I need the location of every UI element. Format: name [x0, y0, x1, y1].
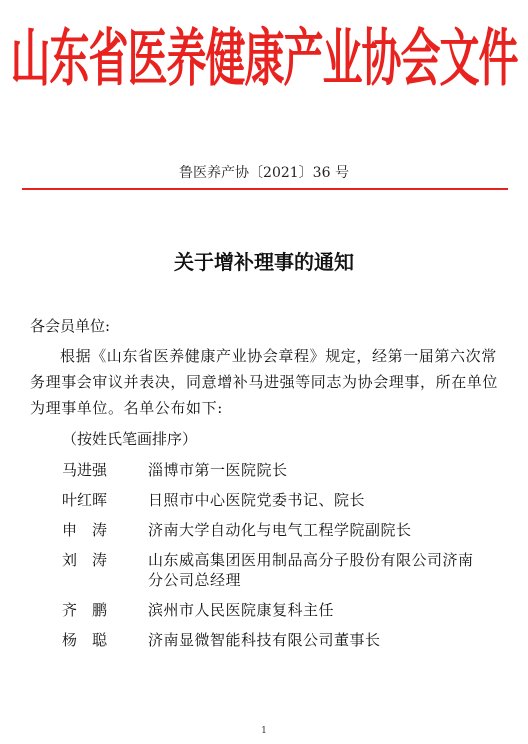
member-name: 申 涛: [62, 521, 108, 539]
list-item: [62, 490, 502, 510]
member-name: 马进强: [62, 461, 108, 479]
member-name: 刘 涛: [62, 551, 108, 569]
list-item: [62, 460, 502, 480]
red-divider-line: [22, 188, 508, 190]
list-item: [62, 600, 502, 620]
member-position: 淄博市第一医院院长: [148, 461, 288, 479]
list-item: [62, 520, 502, 540]
member-position: 山东威高集团医用制品高分子股份有限公司济南分公司总经理: [148, 551, 474, 589]
salutation: 各会员单位:: [30, 317, 111, 335]
sort-note: （按姓氏笔画排序）: [62, 430, 198, 448]
document-header-title: 山东省医养健康产业协会文件: [10, 23, 518, 95]
member-name: 杨 聪: [62, 631, 108, 649]
document-number: 鲁医养产协〔2021〕36 号: [179, 165, 349, 181]
body-paragraph: 根据《山东省医养健康产业协会章程》规定，经第一届第六次常务理事会审议并表决，同意增补马进强等同志为协会理事，所在单位为理事单位。名单公布如下:: [30, 347, 499, 417]
member-list: [62, 460, 502, 660]
member-name: 叶红晖: [62, 491, 108, 509]
member-position: 济南显微智能科技有限公司董事长: [148, 631, 381, 649]
page-number: 1: [261, 726, 267, 736]
member-position: 日照市中心医院党委书记、院长: [148, 491, 366, 509]
member-name: 齐 鹏: [62, 601, 108, 619]
member-position: 滨州市人民医院康复科主任: [148, 601, 335, 619]
notice-title: 关于增补理事的通知: [174, 250, 354, 274]
member-position: 济南大学自动化与电气工程学院副院长: [148, 521, 412, 539]
list-item: [62, 550, 502, 590]
list-item: [62, 630, 502, 650]
